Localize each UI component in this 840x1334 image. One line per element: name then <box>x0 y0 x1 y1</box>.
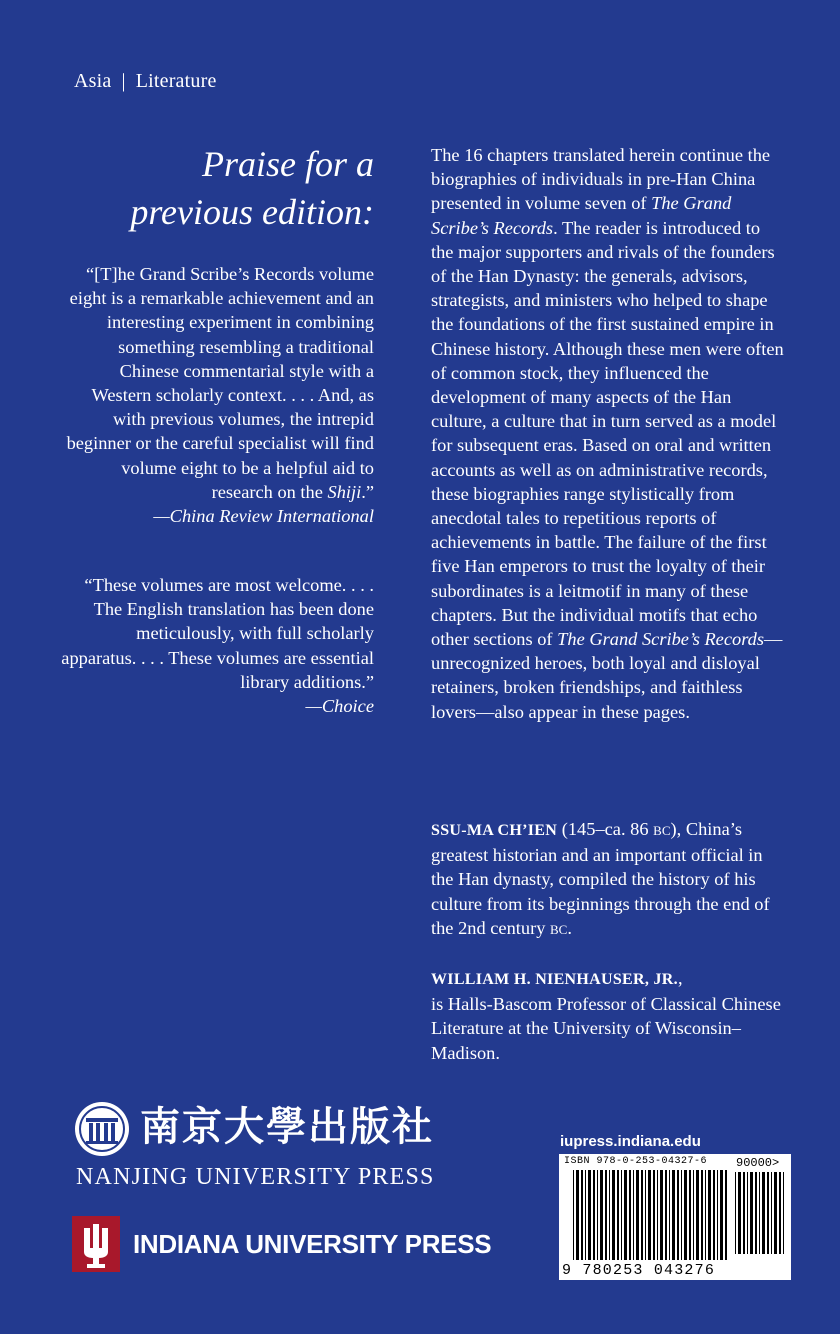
quote-text: “[T]he Grand Scribe’s Records volume eight is a remarkable achievement and an interesting experiment in combining something resembling a traditional Chinese commentarial style with a Western scholarly context. . . . And, as with previous volumes, the intrepid beginner or the careful specialist will find volume eight to be a helpful aid to research on the <box>66 264 374 502</box>
nanjing-press-chinese-name: 南京大學出版社 <box>140 1104 434 1150</box>
nanjing-university-logo <box>73 1100 131 1158</box>
translator-name: WILLIAM H. NIENHAUSER, JR. <box>431 971 678 988</box>
description-text: The 16 chapters translated herein continue the biographies of individuals in pre-Han China presented in volume seven of <box>431 145 771 214</box>
nanjing-press-english-name: NANJING UNIVERSITY PRESS <box>76 1164 435 1190</box>
author-name: SSU-MA CH’IEN <box>431 822 558 839</box>
category-separator: | <box>121 70 126 92</box>
review-quote-1 <box>60 262 374 528</box>
era-label: bc <box>550 917 568 938</box>
category-asia: Asia <box>74 70 112 92</box>
quote-source: —China Review International <box>153 506 374 527</box>
praise-heading-line1: Praise for a <box>201 144 374 184</box>
praise-heading <box>80 140 374 236</box>
quote-end: .” <box>361 481 374 502</box>
isbn-label: ISBN 978-0-253-04327-6 <box>564 1156 708 1167</box>
publisher-url: iupress.indiana.edu <box>560 1133 701 1150</box>
category-label <box>74 70 217 93</box>
description-book-title: The Grand Scribe’s Records <box>557 629 765 650</box>
era-label: bc <box>653 819 671 839</box>
isbn-barcode <box>559 1154 791 1280</box>
author-bio <box>431 817 786 940</box>
translator-bio-text: is Halls-Bascom Professor of Classical Chinese Literature at the University of Wisconsin–Madison. <box>431 994 781 1063</box>
description-text: —unrecognized heroes, both loyal and disloyal retainers, broken friendships, and faithless lovers—also appear in these pages. <box>431 629 783 722</box>
isbn-digits: 9 780253 043276 <box>562 1262 716 1279</box>
author-bio-text: (145–ca. 86 <box>557 819 654 839</box>
indiana-press-name: INDIANA UNIVERSITY PRESS <box>133 1229 492 1259</box>
praise-heading-line2: previous edition: <box>130 192 374 232</box>
book-description <box>431 143 786 724</box>
author-bio-text: . <box>567 917 572 938</box>
translator-comma: , <box>677 968 683 988</box>
description-text: . The reader is introduced to the major supporters and rivals of the founders of the Han Dynasty: the generals, advisors, strategists, and ministers who helped to shape the foundations of the first sustained empire in Chinese history. Although these men were often of common stock, they influenced the development of many aspects of the Han culture, a culture that in turn served as a model for subsequent eras. Based on oral and written accounts as well as on administrative records, these biographies range stylistically from anecdotal tales to repetitious reports of achievements in battle. The failure of the first five Han emperors to trust the loyalty of their subordinates is a leitmotif in many of these chapters. But the individual motifs that echo other sections of <box>431 217 784 650</box>
description-book-title: The Grand Scribe’s Records <box>431 193 732 238</box>
quote-italic-title: Shiji <box>327 481 362 502</box>
quote-source: —Choice <box>305 696 374 717</box>
price-code: 90000> <box>736 1156 780 1170</box>
author-bio-text: ), China’s greatest historian and an important official in the Han dynasty, compiled the history of his culture from its beginnings through the end of the 2nd century <box>431 819 770 938</box>
review-quote-2 <box>60 573 374 718</box>
quote-text: “These volumes are most welcome. . . . The English translation has been done meticulously, with full scholarly apparatus. . . . These volumes are essential library additions.” <box>61 575 374 692</box>
category-literature: Literature <box>135 70 217 92</box>
indiana-trident-logo <box>72 1216 120 1272</box>
translator-bio <box>431 966 786 1065</box>
